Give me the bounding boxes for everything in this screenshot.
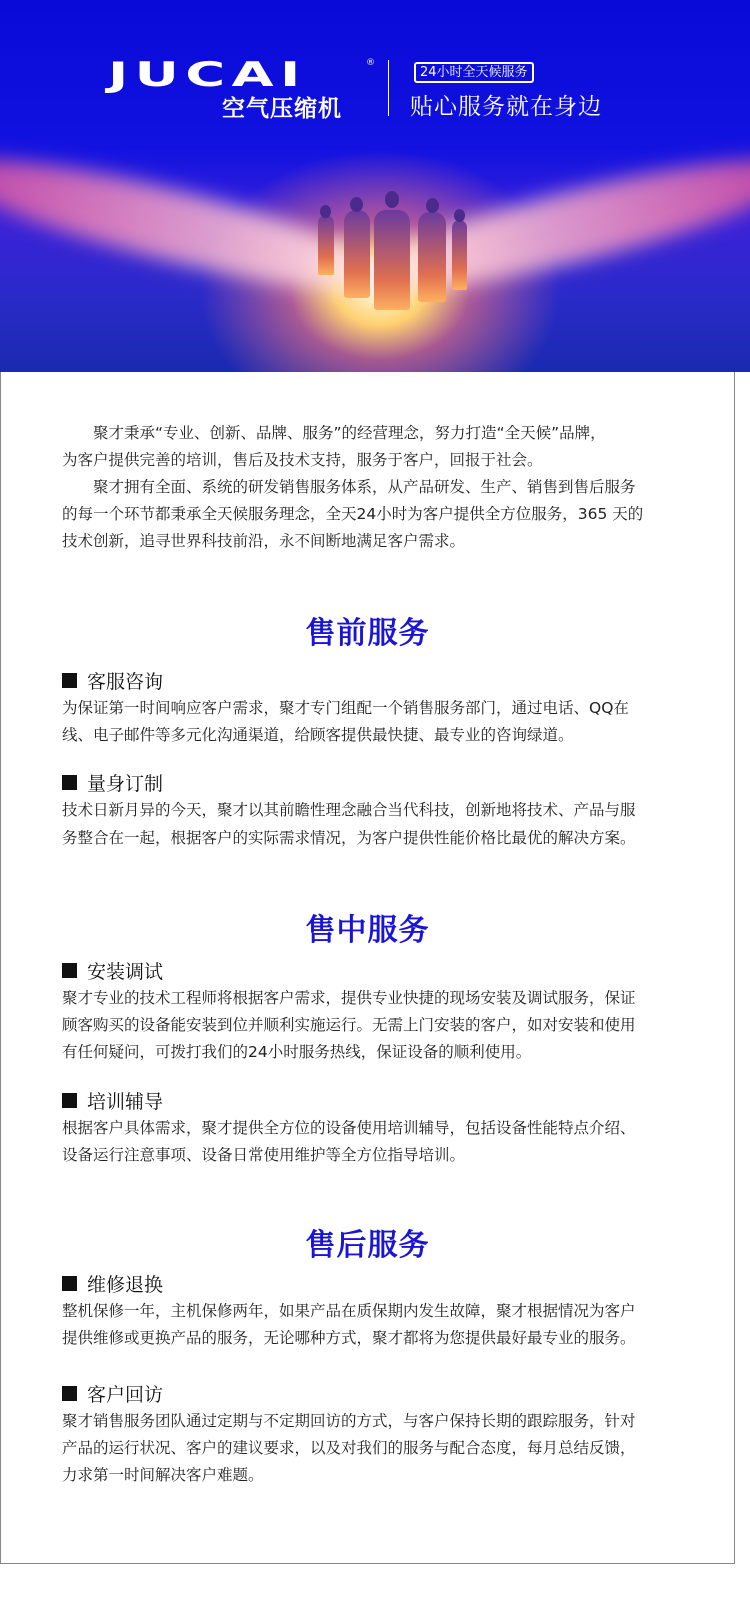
body-line: 顾客购买的设备能安装到位并顺利实施运行。无需上门安装的客户，如对安装和使用	[62, 1016, 636, 1034]
subheading	[62, 769, 163, 796]
light-streak-left	[0, 135, 402, 314]
body-line: 聚才专业的技术工程师将根据客户需求，提供专业快捷的现场安装及调试服务，保证	[62, 989, 636, 1007]
square-bullet-icon	[62, 775, 77, 790]
body-line: 整机保修一年，主机保修两年，如果产品在质保期内发生故障，聚才根据情况为客户	[62, 1302, 636, 1320]
body-line: 聚才销售服务团队通过定期与不定期回访的方式，与客户保持长期的跟踪服务，针对	[62, 1412, 636, 1430]
subheading-text: 培训辅导	[87, 1091, 164, 1113]
body-line: 为保证第一时间响应客户需求，聚才专门组配一个销售服务部门，通过电话、QQ在	[62, 699, 629, 717]
body-line: 设备运行注意事项、设备日常使用维护等全方位指导培训。	[62, 1146, 466, 1164]
subheading	[62, 1270, 163, 1297]
square-bullet-icon	[62, 1093, 77, 1108]
service-badge: 24小时全天候服务	[414, 62, 534, 83]
subheading	[62, 667, 163, 694]
subheading	[62, 1087, 163, 1114]
intro-line: 技术创新，追寻世界科技前沿，永不间断地满足客户需求。	[62, 532, 466, 550]
intro-line: 的每一个环节都秉承全天候服务理念，全天24小时为客户提供全方位服务，365 天的	[62, 505, 644, 523]
square-bullet-icon	[62, 673, 77, 688]
square-bullet-icon	[62, 1276, 77, 1291]
body-line: 线、电子邮件等多元化沟通渠道，给顾客提供最快捷、最专业的咨询绿道。	[62, 726, 574, 744]
body-line: 务整合在一起，根据客户的实际需求情况，为客户提供性能价格比最优的解决方案。	[62, 829, 636, 847]
section-title-insale: 售中服务	[305, 913, 430, 948]
hero-banner	[0, 0, 750, 372]
subheading-text: 安装调试	[87, 961, 164, 983]
body-line: 力求第一时间解决客户难题。	[62, 1466, 264, 1484]
body-line: 有任何疑问，可拨打我们的24小时服务热线，保证设备的顺利使用。	[62, 1043, 532, 1061]
subheading-text: 维修退换	[87, 1274, 164, 1296]
section-title-presale: 售前服务	[305, 616, 430, 651]
body-line: 产品的运行状况、客户的建议要求，以及对我们的服务与配合态度，每月总结反馈，	[62, 1439, 636, 1457]
intro-line: 聚才拥有全面、系统的研发销售服务体系，从产品研发、生产、销售到售后服务	[62, 478, 636, 496]
body-line: 技术日新月异的今天，聚才以其前瞻性理念融合当代科技，创新地将技术、产品与服	[62, 801, 636, 819]
square-bullet-icon	[62, 963, 77, 978]
header-divider	[388, 60, 389, 116]
subheading-text: 客户回访	[87, 1384, 164, 1406]
intro-line: 为客户提供完善的培训，售后及技术支持，服务于客户，回报于社会。	[62, 451, 543, 469]
body-line: 根据客户具体需求，聚才提供全方位的设备使用培训辅导，包括设备性能特点介绍、	[62, 1119, 636, 1137]
jucai-logo: JUCAI	[108, 55, 307, 95]
body-line: 提供维修或更换产品的服务，无论哪种方式，聚才都将为您提供最好最专业的服务。	[62, 1329, 636, 1347]
intro-line: 聚才秉承“专业、创新、品牌、服务”的经营理念，努力打造“全天候”品牌，	[62, 424, 606, 442]
section-title-aftersale: 售后服务	[305, 1228, 430, 1263]
subheading	[62, 957, 163, 984]
subheading-text: 客服咨询	[87, 671, 164, 693]
logo-subtitle: 空气压缩机	[222, 96, 342, 122]
subheading-text: 量身订制	[87, 773, 164, 795]
registered-mark: ®	[366, 58, 375, 68]
slogan: 贴心服务就在身边	[410, 94, 602, 120]
square-bullet-icon	[62, 1386, 77, 1401]
subheading	[62, 1380, 163, 1407]
